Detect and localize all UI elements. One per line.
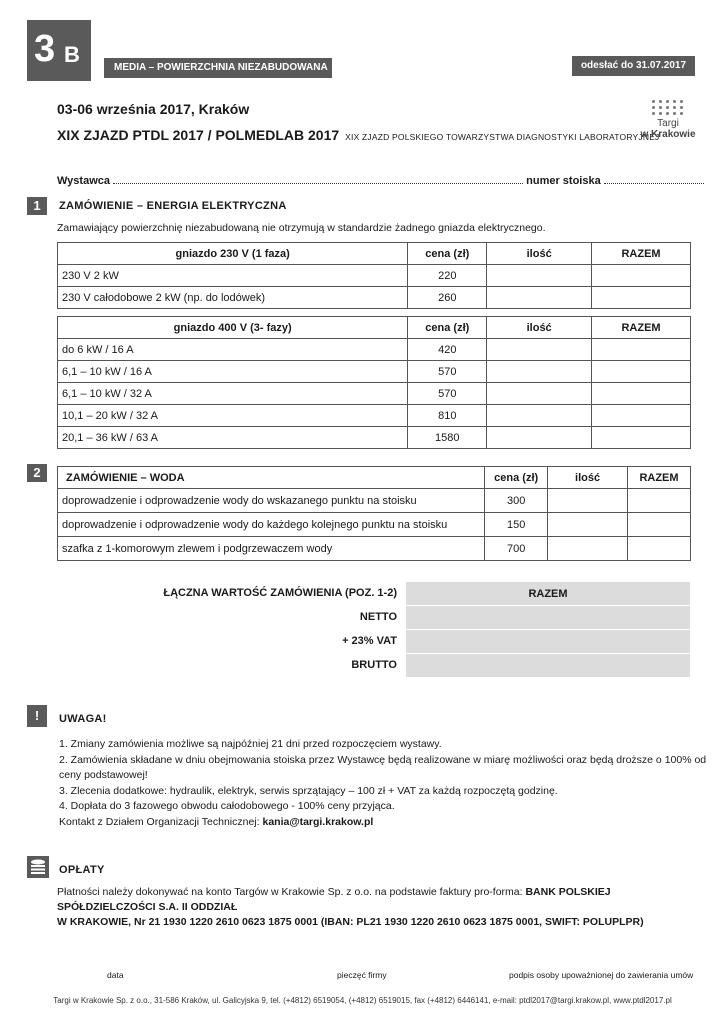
- payment-text: [57, 885, 697, 930]
- total-cell[interactable]: [628, 513, 691, 537]
- list-item: 4. Dopłata do 3 fazowego obwodu całodobowego - 100% ceny przyjąca.: [59, 800, 395, 812]
- power-400-table: [57, 316, 691, 449]
- item-name: doprowadzenie i odprowadzenie wody do wskazanego punktu na stoisku: [58, 489, 485, 513]
- date-place: 03-06 września 2017, Kraków: [57, 101, 250, 117]
- table-header-row: [58, 317, 691, 339]
- table-row: [58, 513, 691, 537]
- item-price: 570: [408, 383, 487, 405]
- quantity-cell[interactable]: [487, 427, 592, 449]
- oplaty-title: OPŁATY: [59, 864, 105, 876]
- table-header-row: [58, 243, 691, 265]
- item-price: 420: [408, 339, 487, 361]
- column-header: RAZEM: [592, 317, 691, 339]
- total-cell[interactable]: [628, 489, 691, 513]
- water-table: [57, 466, 691, 561]
- logo-dots-icon: [652, 100, 684, 115]
- item-name: doprowadzenie i odprowadzenie wody do każdego kolejnego punktu na stoisku: [58, 513, 485, 537]
- warning-icon: !: [27, 705, 47, 727]
- date-label: data: [107, 970, 124, 980]
- event-title-line: [57, 127, 660, 143]
- exhibitor-line: [57, 175, 697, 187]
- column-header: cena (zł): [408, 243, 487, 265]
- summary-table: [405, 581, 691, 678]
- total-cell[interactable]: [592, 339, 691, 361]
- total-cell[interactable]: [592, 383, 691, 405]
- column-header: gniazdo 230 V (1 faza): [58, 243, 408, 265]
- footer: Targi w Krakowie Sp. z o.o., 31-586 Kraków, ul. Galicyjska 9, tel. (+4812) 6519054, (+4812) 6519015, fax (+4812) 6446141, e-mail: ptdl2017@targi.krakow.pl, www.ptdl2017.pl: [53, 996, 672, 1005]
- quantity-cell[interactable]: [487, 339, 592, 361]
- column-header: gniazdo 400 V (3- fazy): [58, 317, 408, 339]
- item-price: 150: [485, 513, 548, 537]
- form-letter: B: [64, 42, 80, 67]
- item-name: szafka z 1-komorowym zlewem i podgrzewaczem wody: [58, 537, 485, 561]
- column-header: RAZEM: [592, 243, 691, 265]
- summary-labels: [57, 581, 397, 677]
- section-1-title: ZAMÓWIENIE – ENERGIA ELEKTRYCZNA: [59, 200, 287, 212]
- logo-text-2: w Krakowie: [640, 129, 696, 140]
- contact-email[interactable]: kania@targi.krakow.pl: [262, 815, 374, 828]
- item-price: 810: [408, 405, 487, 427]
- razem-header: RAZEM: [406, 582, 691, 606]
- table-row: [58, 537, 691, 561]
- signature-label: podpis osoby upoważnionej do zawierania umów: [509, 970, 694, 980]
- stand-label: numer stoiska: [526, 175, 601, 187]
- item-name: 230 V 2 kW: [58, 265, 408, 287]
- coins-icon: [27, 856, 49, 878]
- table-row: [58, 405, 691, 427]
- event-subtitle: XIX ZJAZD POLSKIEGO TOWARZYSTWA DIAGNOSTYKI LABORATORYJNEJ: [345, 132, 660, 142]
- total-cell[interactable]: [628, 537, 691, 561]
- column-header: cena (zł): [485, 467, 548, 489]
- total-cell[interactable]: [592, 287, 691, 309]
- section-2-title: ZAMÓWIENIE – WODA: [58, 467, 485, 489]
- list-item: 1. Zmiany zamówienia możliwe są najpóźniej 21 dni przed rozpoczęciem wystawy.: [59, 738, 442, 750]
- payment-prefix: Płatności należy dokonywać na konto Targów w Krakowie Sp. z o.o. na podstawie faktury pro-forma:: [57, 886, 526, 898]
- list-item: 2. Zamówienia składane w dniu obejmowania stoiska przez Wystawcę będą realizowane w miarę możliwości oraz będą droższe o 100% od ceny podstawowej!: [59, 753, 707, 781]
- table-row: [58, 383, 691, 405]
- targi-logo: [638, 100, 698, 144]
- form-number: 3: [34, 28, 55, 70]
- total-cell[interactable]: [592, 427, 691, 449]
- column-header: ilość: [548, 467, 628, 489]
- item-price: 260: [408, 287, 487, 309]
- column-header: cena (zł): [408, 317, 487, 339]
- item-price: 570: [408, 361, 487, 383]
- section-1-number: 1: [27, 197, 47, 215]
- netto-label: NETTO: [359, 611, 397, 623]
- item-name: do 6 kW / 16 A: [58, 339, 408, 361]
- quantity-cell[interactable]: [487, 265, 592, 287]
- exhibitor-label: Wystawca: [57, 175, 110, 187]
- event-title: XIX ZJAZD PTDL 2017 / POLMEDLAB 2017: [57, 127, 340, 143]
- quantity-cell[interactable]: [487, 287, 592, 309]
- brutto-field[interactable]: [406, 654, 691, 678]
- power-230-table: [57, 242, 691, 309]
- item-name: 10,1 – 20 kW / 32 A: [58, 405, 408, 427]
- netto-field[interactable]: [406, 606, 691, 630]
- uwaga-title: UWAGA!: [59, 713, 107, 725]
- section-2-number: 2: [27, 464, 47, 482]
- column-header: ilość: [487, 243, 592, 265]
- table-header-row: [58, 467, 691, 489]
- table-row: [58, 339, 691, 361]
- column-header: ilość: [487, 317, 592, 339]
- total-label: ŁĄCZNA WARTOŚĆ ZAMÓWIENIA (POZ. 1-2): [163, 587, 397, 599]
- item-price: 1580: [408, 427, 487, 449]
- quantity-cell[interactable]: [487, 383, 592, 405]
- quantity-cell[interactable]: [487, 361, 592, 383]
- logo-text-1: Targi: [657, 118, 679, 129]
- table-row: [58, 287, 691, 309]
- uwaga-list: [59, 737, 725, 830]
- brutto-label: BRUTTO: [351, 659, 397, 671]
- section-1-note: Zamawiający powierzchnię niezabudowaną nie otrzymują w standardzie żadnego gniazda elektrycznego.: [57, 222, 546, 234]
- contact-line: [59, 815, 725, 831]
- total-cell[interactable]: [592, 361, 691, 383]
- stamp-label: pieczęć firmy: [337, 970, 387, 980]
- quantity-cell[interactable]: [548, 537, 628, 561]
- item-price: 220: [408, 265, 487, 287]
- item-price: 300: [485, 489, 548, 513]
- quantity-cell[interactable]: [548, 513, 628, 537]
- quantity-cell[interactable]: [548, 489, 628, 513]
- table-row: [58, 265, 691, 287]
- item-name: 6,1 – 10 kW / 32 A: [58, 383, 408, 405]
- item-name: 230 V całodobowe 2 kW (np. do lodówek): [58, 287, 408, 309]
- column-header: RAZEM: [628, 467, 691, 489]
- list-item: 3. Zlecenia dodatkowe: hydraulik, elektryk, serwis sprzątający – 100 zł + VAT za każdą rozpoczętą godzinę.: [59, 784, 558, 797]
- stand-field[interactable]: [604, 176, 704, 184]
- table-row: [58, 427, 691, 449]
- item-name: 6,1 – 10 kW / 16 A: [58, 361, 408, 383]
- bank-line-1: BANK POLSKIEJ SPÓŁDZIELCZOŚCI S.A. II ODDZIAŁ: [57, 886, 611, 913]
- exhibitor-field[interactable]: [113, 176, 523, 184]
- bank-line-2: W KRAKOWIE, Nr 21 1930 1220 2610 0623 1875 0001 (IBAN: PL21 1930 1220 2610 0623 1875 0001, SWIFT: POLUPLPR): [57, 916, 644, 928]
- contact-prefix: Kontakt z Działem Organizacji Technicznej:: [59, 815, 263, 828]
- vat-label: + 23% VAT: [342, 635, 397, 647]
- category-bar: MEDIA – POWIERZCHNIA NIEZABUDOWANA: [104, 58, 332, 78]
- table-row: [58, 489, 691, 513]
- quantity-cell[interactable]: [487, 405, 592, 427]
- item-name: 20,1 – 36 kW / 63 A: [58, 427, 408, 449]
- vat-field[interactable]: [406, 630, 691, 654]
- table-row: [58, 361, 691, 383]
- item-price: 700: [485, 537, 548, 561]
- total-cell[interactable]: [592, 405, 691, 427]
- deadline-bar: odesłać do 31.07.2017: [572, 56, 695, 76]
- total-cell[interactable]: [592, 265, 691, 287]
- form-number-badge: [27, 20, 91, 81]
